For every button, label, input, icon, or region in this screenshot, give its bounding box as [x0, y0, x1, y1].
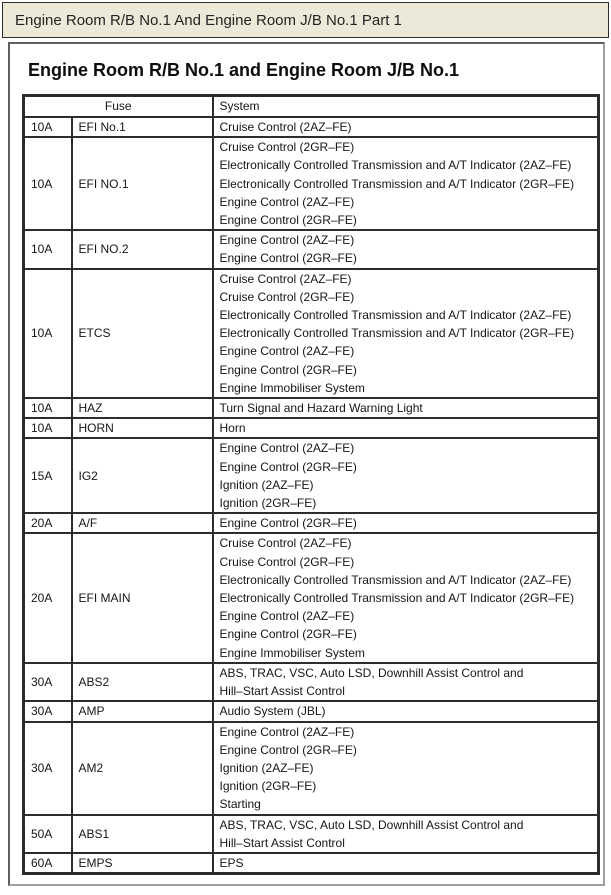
- system-item: Engine Control (2AZ–FE): [219, 724, 355, 739]
- fuse-amp-cell: 10A: [24, 418, 72, 438]
- system-item: Engine Immobiliser System: [219, 380, 365, 395]
- system-item: Engine Immobiliser System: [219, 645, 365, 660]
- table-row: [24, 701, 599, 721]
- fuse-name-cell: EFI NO.1: [72, 137, 213, 230]
- fuse-amp-cell: 10A: [24, 269, 72, 398]
- system-cell: [213, 230, 599, 268]
- table-row: [24, 853, 599, 874]
- fuse-name-cell: A/F: [72, 513, 213, 533]
- table-row: [24, 137, 599, 230]
- system-item: Ignition (2AZ–FE): [219, 760, 314, 775]
- system-item: Cruise Control (2AZ–FE): [219, 536, 352, 551]
- fuse-name-cell: EMPS: [72, 853, 213, 874]
- system-item: Horn: [219, 421, 246, 436]
- fuse-amp-cell: 30A: [24, 701, 72, 721]
- fuse-amp-cell: 10A: [24, 137, 72, 230]
- system-item: ABS, TRAC, VSC, Auto LSD, Downhill Assist Control and: [219, 665, 524, 680]
- system-item: Engine Control (2AZ–FE): [219, 441, 355, 456]
- system-cell: [213, 137, 599, 230]
- system-item: Engine Control (2AZ–FE): [219, 194, 355, 209]
- table-row: [24, 398, 599, 418]
- table-header-row: [24, 96, 599, 118]
- fuse-name-cell: EFI No.1: [72, 117, 213, 137]
- table-row: [24, 513, 599, 533]
- fuse-name-cell: IG2: [72, 438, 213, 513]
- system-item: Electronically Controlled Transmission and A/T Indicator (2GR–FE): [219, 176, 575, 191]
- system-cell: [213, 853, 599, 874]
- system-item: Cruise Control (2GR–FE): [219, 289, 355, 304]
- fuse-amp-cell: 60A: [24, 853, 72, 874]
- fuse-amp-cell: 10A: [24, 230, 72, 268]
- system-item: Cruise Control (2GR–FE): [219, 554, 355, 569]
- system-item: Engine Control (2GR–FE): [219, 459, 357, 474]
- fuse-name-cell: AM2: [72, 722, 213, 815]
- system-item: EPS: [219, 855, 244, 870]
- system-cell: [213, 269, 599, 398]
- system-cell: [213, 117, 599, 137]
- system-item: Turn Signal and Hazard Warning Light: [219, 401, 423, 416]
- fuse-amp-cell: 15A: [24, 438, 72, 513]
- system-item: Electronically Controlled Transmission and A/T Indicator (2AZ–FE): [219, 158, 572, 173]
- fuse-name-cell: HAZ: [72, 398, 213, 418]
- table-row: [24, 663, 599, 701]
- fuse-name-cell: ETCS: [72, 269, 213, 398]
- fuse-name-cell: EFI NO.2: [72, 230, 213, 268]
- system-item: Ignition (2GR–FE): [219, 496, 317, 511]
- system-cell: [213, 701, 599, 721]
- table-row: [24, 438, 599, 513]
- system-item: Hill–Start Assist Control: [219, 835, 345, 850]
- fuse-name-cell: ABS1: [72, 815, 213, 853]
- fuse-amp-cell: 20A: [24, 533, 72, 662]
- fuse-amp-cell: 10A: [24, 398, 72, 418]
- table-row: [24, 815, 599, 853]
- system-item: Ignition (2GR–FE): [219, 779, 317, 794]
- table-row: [24, 533, 599, 662]
- system-cell: [213, 513, 599, 533]
- system-item: Hill–Start Assist Control: [219, 684, 345, 699]
- system-cell: [213, 418, 599, 438]
- system-item: Engine Control (2GR–FE): [219, 362, 357, 377]
- fuse-amp-cell: 10A: [24, 117, 72, 137]
- window-title: Engine Room R/B No.1 And Engine Room J/B No.1 Part 1: [15, 11, 402, 29]
- system-item: Audio System (JBL): [219, 704, 326, 719]
- fuse-name-cell: ABS2: [72, 663, 213, 701]
- system-item: Cruise Control (2GR–FE): [219, 140, 355, 155]
- system-item: Starting: [219, 797, 261, 812]
- system-item: Engine Control (2GR–FE): [219, 516, 357, 531]
- table-row: [24, 269, 599, 398]
- column-header-fuse: Fuse: [24, 96, 213, 118]
- page-title: Engine Room R/B No.1 and Engine Room J/B No.1: [28, 60, 460, 80]
- system-item: Engine Control (2GR–FE): [219, 627, 357, 642]
- system-cell: [213, 815, 599, 853]
- fuse-table-body: [24, 117, 599, 874]
- system-item: Engine Control (2GR–FE): [219, 213, 357, 228]
- fuse-name-cell: EFI MAIN: [72, 533, 213, 662]
- system-item: Cruise Control (2AZ–FE): [219, 271, 352, 286]
- system-item: Cruise Control (2AZ–FE): [219, 120, 352, 134]
- system-cell: [213, 438, 599, 513]
- system-cell: [213, 533, 599, 662]
- system-item: ABS, TRAC, VSC, Auto LSD, Downhill Assist Control and: [219, 817, 524, 832]
- system-item: Electronically Controlled Transmission and A/T Indicator (2GR–FE): [219, 326, 575, 341]
- fuse-table: [22, 94, 600, 875]
- system-item: Engine Control (2GR–FE): [219, 742, 357, 757]
- window-title-bar: [2, 2, 609, 38]
- system-cell: [213, 722, 599, 815]
- system-cell: [213, 398, 599, 418]
- system-item: Electronically Controlled Transmission and A/T Indicator (2GR–FE): [219, 591, 575, 606]
- system-item: Engine Control (2AZ–FE): [219, 344, 355, 359]
- fuse-amp-cell: 30A: [24, 722, 72, 815]
- fuse-amp-cell: 30A: [24, 663, 72, 701]
- fuse-amp-cell: 20A: [24, 513, 72, 533]
- system-item: Engine Control (2GR–FE): [219, 251, 357, 266]
- table-row: [24, 230, 599, 268]
- system-item: Electronically Controlled Transmission and A/T Indicator (2AZ–FE): [219, 572, 572, 587]
- system-item: Engine Control (2AZ–FE): [219, 609, 355, 624]
- table-row: [24, 722, 599, 815]
- fuse-name-cell: AMP: [72, 701, 213, 721]
- system-item: Ignition (2AZ–FE): [219, 477, 314, 492]
- table-row: [24, 418, 599, 438]
- system-cell: [213, 663, 599, 701]
- fuse-name-cell: HORN: [72, 418, 213, 438]
- column-header-system: System: [213, 96, 599, 118]
- fuse-amp-cell: 50A: [24, 815, 72, 853]
- content-panel: [8, 42, 605, 886]
- table-row: [24, 117, 599, 137]
- system-item: Engine Control (2AZ–FE): [219, 233, 355, 248]
- system-item: Electronically Controlled Transmission and A/T Indicator (2AZ–FE): [219, 308, 572, 323]
